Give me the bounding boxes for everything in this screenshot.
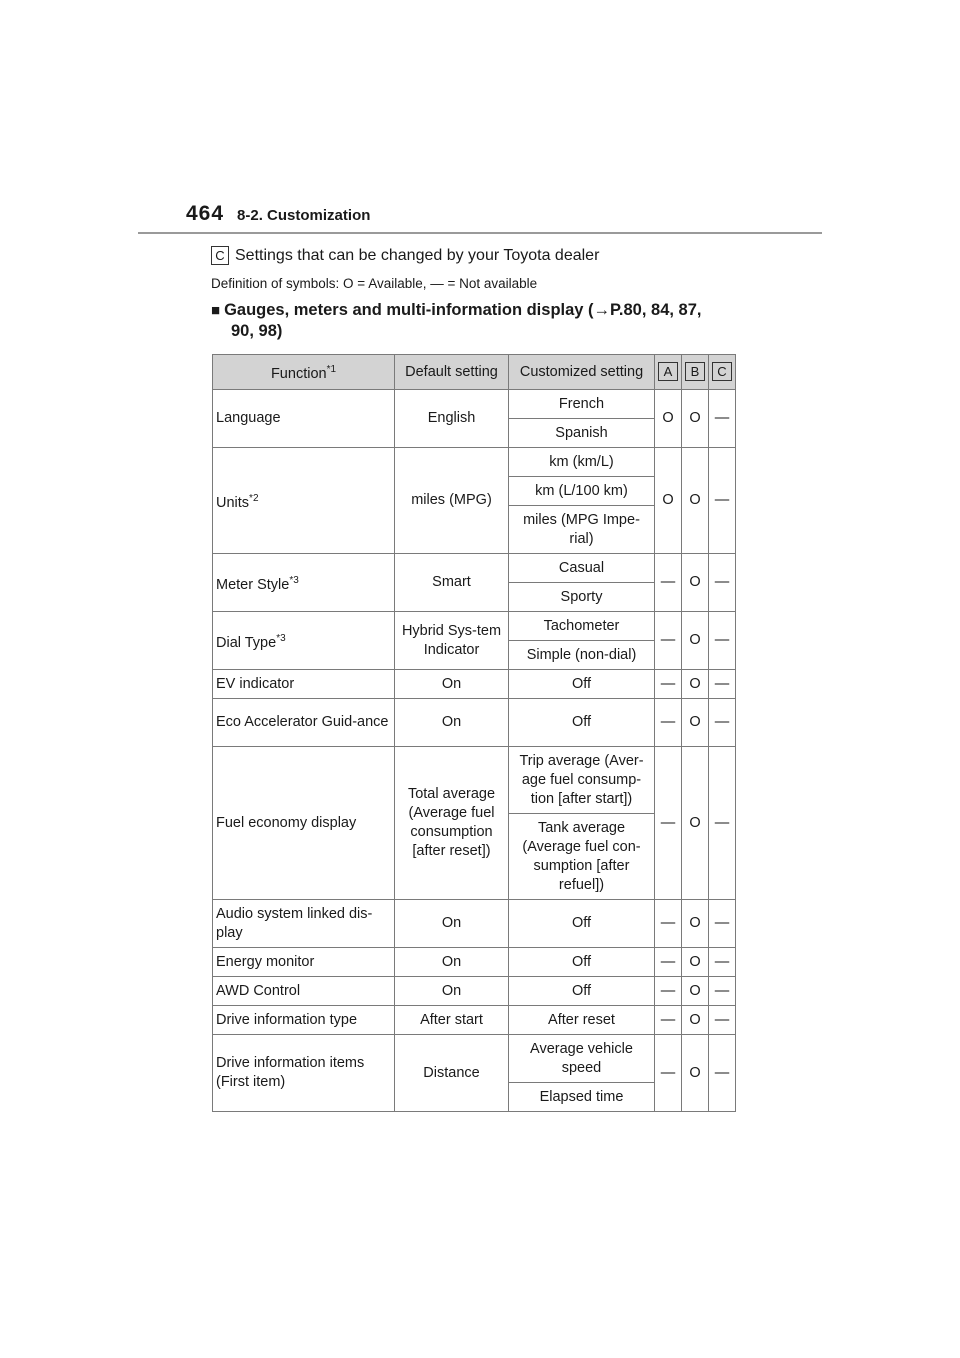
availability-a-cell: — — [655, 699, 682, 747]
availability-a-cell: — — [655, 900, 682, 948]
function-cell: Audio system linked dis-play — [213, 900, 395, 948]
header-function: Function$^{*1}$ — [213, 355, 395, 390]
column-c-box: C — [211, 246, 229, 265]
availability-a-cell: — — [655, 948, 682, 977]
availability-c-cell: — — [709, 747, 736, 900]
customized-setting-cell: km (L/100 km) — [509, 477, 655, 506]
availability-a-cell: O — [655, 390, 682, 448]
availability-b-cell: O — [682, 1035, 709, 1112]
customized-setting-cell: Casual — [509, 554, 655, 583]
table-row — [213, 670, 736, 699]
table-body — [213, 390, 736, 1112]
availability-c-cell: — — [709, 1035, 736, 1112]
default-setting-cell: On — [395, 900, 509, 948]
availability-a-cell: — — [655, 612, 682, 670]
availability-a-cell: — — [655, 747, 682, 900]
customized-setting-cell: Off — [509, 670, 655, 699]
customized-setting-cell: Sporty — [509, 583, 655, 612]
availability-b-cell: O — [682, 747, 709, 900]
table-row — [213, 448, 736, 477]
availability-b-cell: O — [682, 1006, 709, 1035]
availability-a-cell: — — [655, 554, 682, 612]
availability-b-cell: O — [682, 977, 709, 1006]
function-cell: Eco Accelerator Guid-ance — [213, 699, 395, 747]
availability-c-cell: — — [709, 670, 736, 699]
default-setting-cell: After start — [395, 1006, 509, 1035]
page-number: 464 — [186, 202, 225, 225]
customized-setting-cell: Average vehicle speed — [509, 1035, 655, 1083]
default-setting-cell: On — [395, 948, 509, 977]
table-row — [213, 1035, 736, 1083]
header-customized-setting: Customized setting — [509, 355, 655, 390]
availability-b-cell: O — [682, 448, 709, 554]
default-setting-cell: On — [395, 670, 509, 699]
availability-a-cell: — — [655, 977, 682, 1006]
availability-c-cell: — — [709, 554, 736, 612]
availability-c-cell: — — [709, 448, 736, 554]
customized-setting-cell: km (km/L) — [509, 448, 655, 477]
customized-setting-cell: French — [509, 390, 655, 419]
gauges-heading-line2: 90, 98) — [231, 322, 283, 340]
availability-b-cell: O — [682, 612, 709, 670]
availability-b-cell: O — [682, 948, 709, 977]
function-cell: Drive information items (First item) — [213, 1035, 395, 1112]
table-row — [213, 900, 736, 948]
function-cell: AWD Control — [213, 977, 395, 1006]
customized-setting-cell: Off — [509, 948, 655, 977]
default-setting-cell: Smart — [395, 554, 509, 612]
default-setting-cell: miles (MPG) — [395, 448, 509, 554]
section-title: 8-2. Customization — [237, 207, 371, 224]
customized-setting-cell: Elapsed time — [509, 1083, 655, 1112]
header-column-b: B — [682, 355, 709, 390]
availability-a-cell: — — [655, 1006, 682, 1035]
customized-setting-cell: Simple (non-dial) — [509, 641, 655, 670]
customized-setting-cell: miles (MPG Impe-rial) — [509, 506, 655, 554]
default-setting-cell: English — [395, 390, 509, 448]
default-setting-cell: Hybrid Sys-tem Indicator — [395, 612, 509, 670]
table-row — [213, 948, 736, 977]
function-cell: Dial Type$^{*3}$ — [213, 612, 395, 670]
function-cell: Language — [213, 390, 395, 448]
function-cell: Meter Style$^{*3}$ — [213, 554, 395, 612]
customized-setting-cell: Off — [509, 977, 655, 1006]
default-setting-cell: On — [395, 977, 509, 1006]
settings-intro — [211, 246, 599, 265]
page-header — [186, 202, 370, 226]
availability-b-cell: O — [682, 699, 709, 747]
customized-setting-cell: Tank average (Average fuel con-sumption [after refuel]) — [509, 814, 655, 900]
table-header-row — [213, 355, 736, 390]
gauges-heading-line1: Gauges, meters and multi-information display (→P.80, 84, 87, — [224, 301, 702, 319]
customized-setting-cell: After reset — [509, 1006, 655, 1035]
customized-setting-cell: Trip average (Aver-age fuel consump-tion [after start]) — [509, 747, 655, 814]
table-row — [213, 747, 736, 814]
table-row — [213, 612, 736, 641]
availability-a-cell: — — [655, 670, 682, 699]
availability-c-cell: — — [709, 612, 736, 670]
header-column-c: C — [709, 355, 736, 390]
table-row — [213, 1006, 736, 1035]
availability-c-cell: — — [709, 699, 736, 747]
customized-setting-cell: Spanish — [509, 419, 655, 448]
customized-setting-cell: Tachometer — [509, 612, 655, 641]
symbol-definition: Definition of symbols: O = Available, — = Not available — [211, 276, 538, 291]
settings-intro-text: Settings that can be changed by your Toyota dealer — [235, 246, 600, 264]
availability-a-cell: — — [655, 1035, 682, 1112]
table-row — [213, 390, 736, 419]
availability-c-cell: — — [709, 1006, 736, 1035]
availability-b-cell: O — [682, 900, 709, 948]
availability-a-cell: O — [655, 448, 682, 554]
function-cell: Drive information type — [213, 1006, 395, 1035]
customized-setting-cell: Off — [509, 900, 655, 948]
availability-c-cell: — — [709, 390, 736, 448]
availability-b-cell: O — [682, 390, 709, 448]
default-setting-cell: Total average (Average fuel consumption [after reset]) — [395, 747, 509, 900]
availability-c-cell: — — [709, 977, 736, 1006]
square-bullet-icon: ■ — [211, 302, 221, 319]
default-setting-cell: Distance — [395, 1035, 509, 1112]
function-cell: Energy monitor — [213, 948, 395, 977]
availability-b-cell: O — [682, 670, 709, 699]
function-cell: Units$^{*2}$ — [213, 448, 395, 554]
table-row — [213, 977, 736, 1006]
customized-setting-cell: Off — [509, 699, 655, 747]
availability-c-cell: — — [709, 900, 736, 948]
header-divider — [138, 232, 822, 234]
gauges-heading — [211, 300, 771, 342]
function-cell: EV indicator — [213, 670, 395, 699]
header-default-setting: Default setting — [395, 355, 509, 390]
table-row — [213, 554, 736, 583]
function-cell: Fuel economy display — [213, 747, 395, 900]
availability-b-cell: O — [682, 554, 709, 612]
table-row — [213, 699, 736, 747]
default-setting-cell: On — [395, 699, 509, 747]
availability-c-cell: — — [709, 948, 736, 977]
header-column-a: A — [655, 355, 682, 390]
customization-table — [212, 354, 736, 1112]
